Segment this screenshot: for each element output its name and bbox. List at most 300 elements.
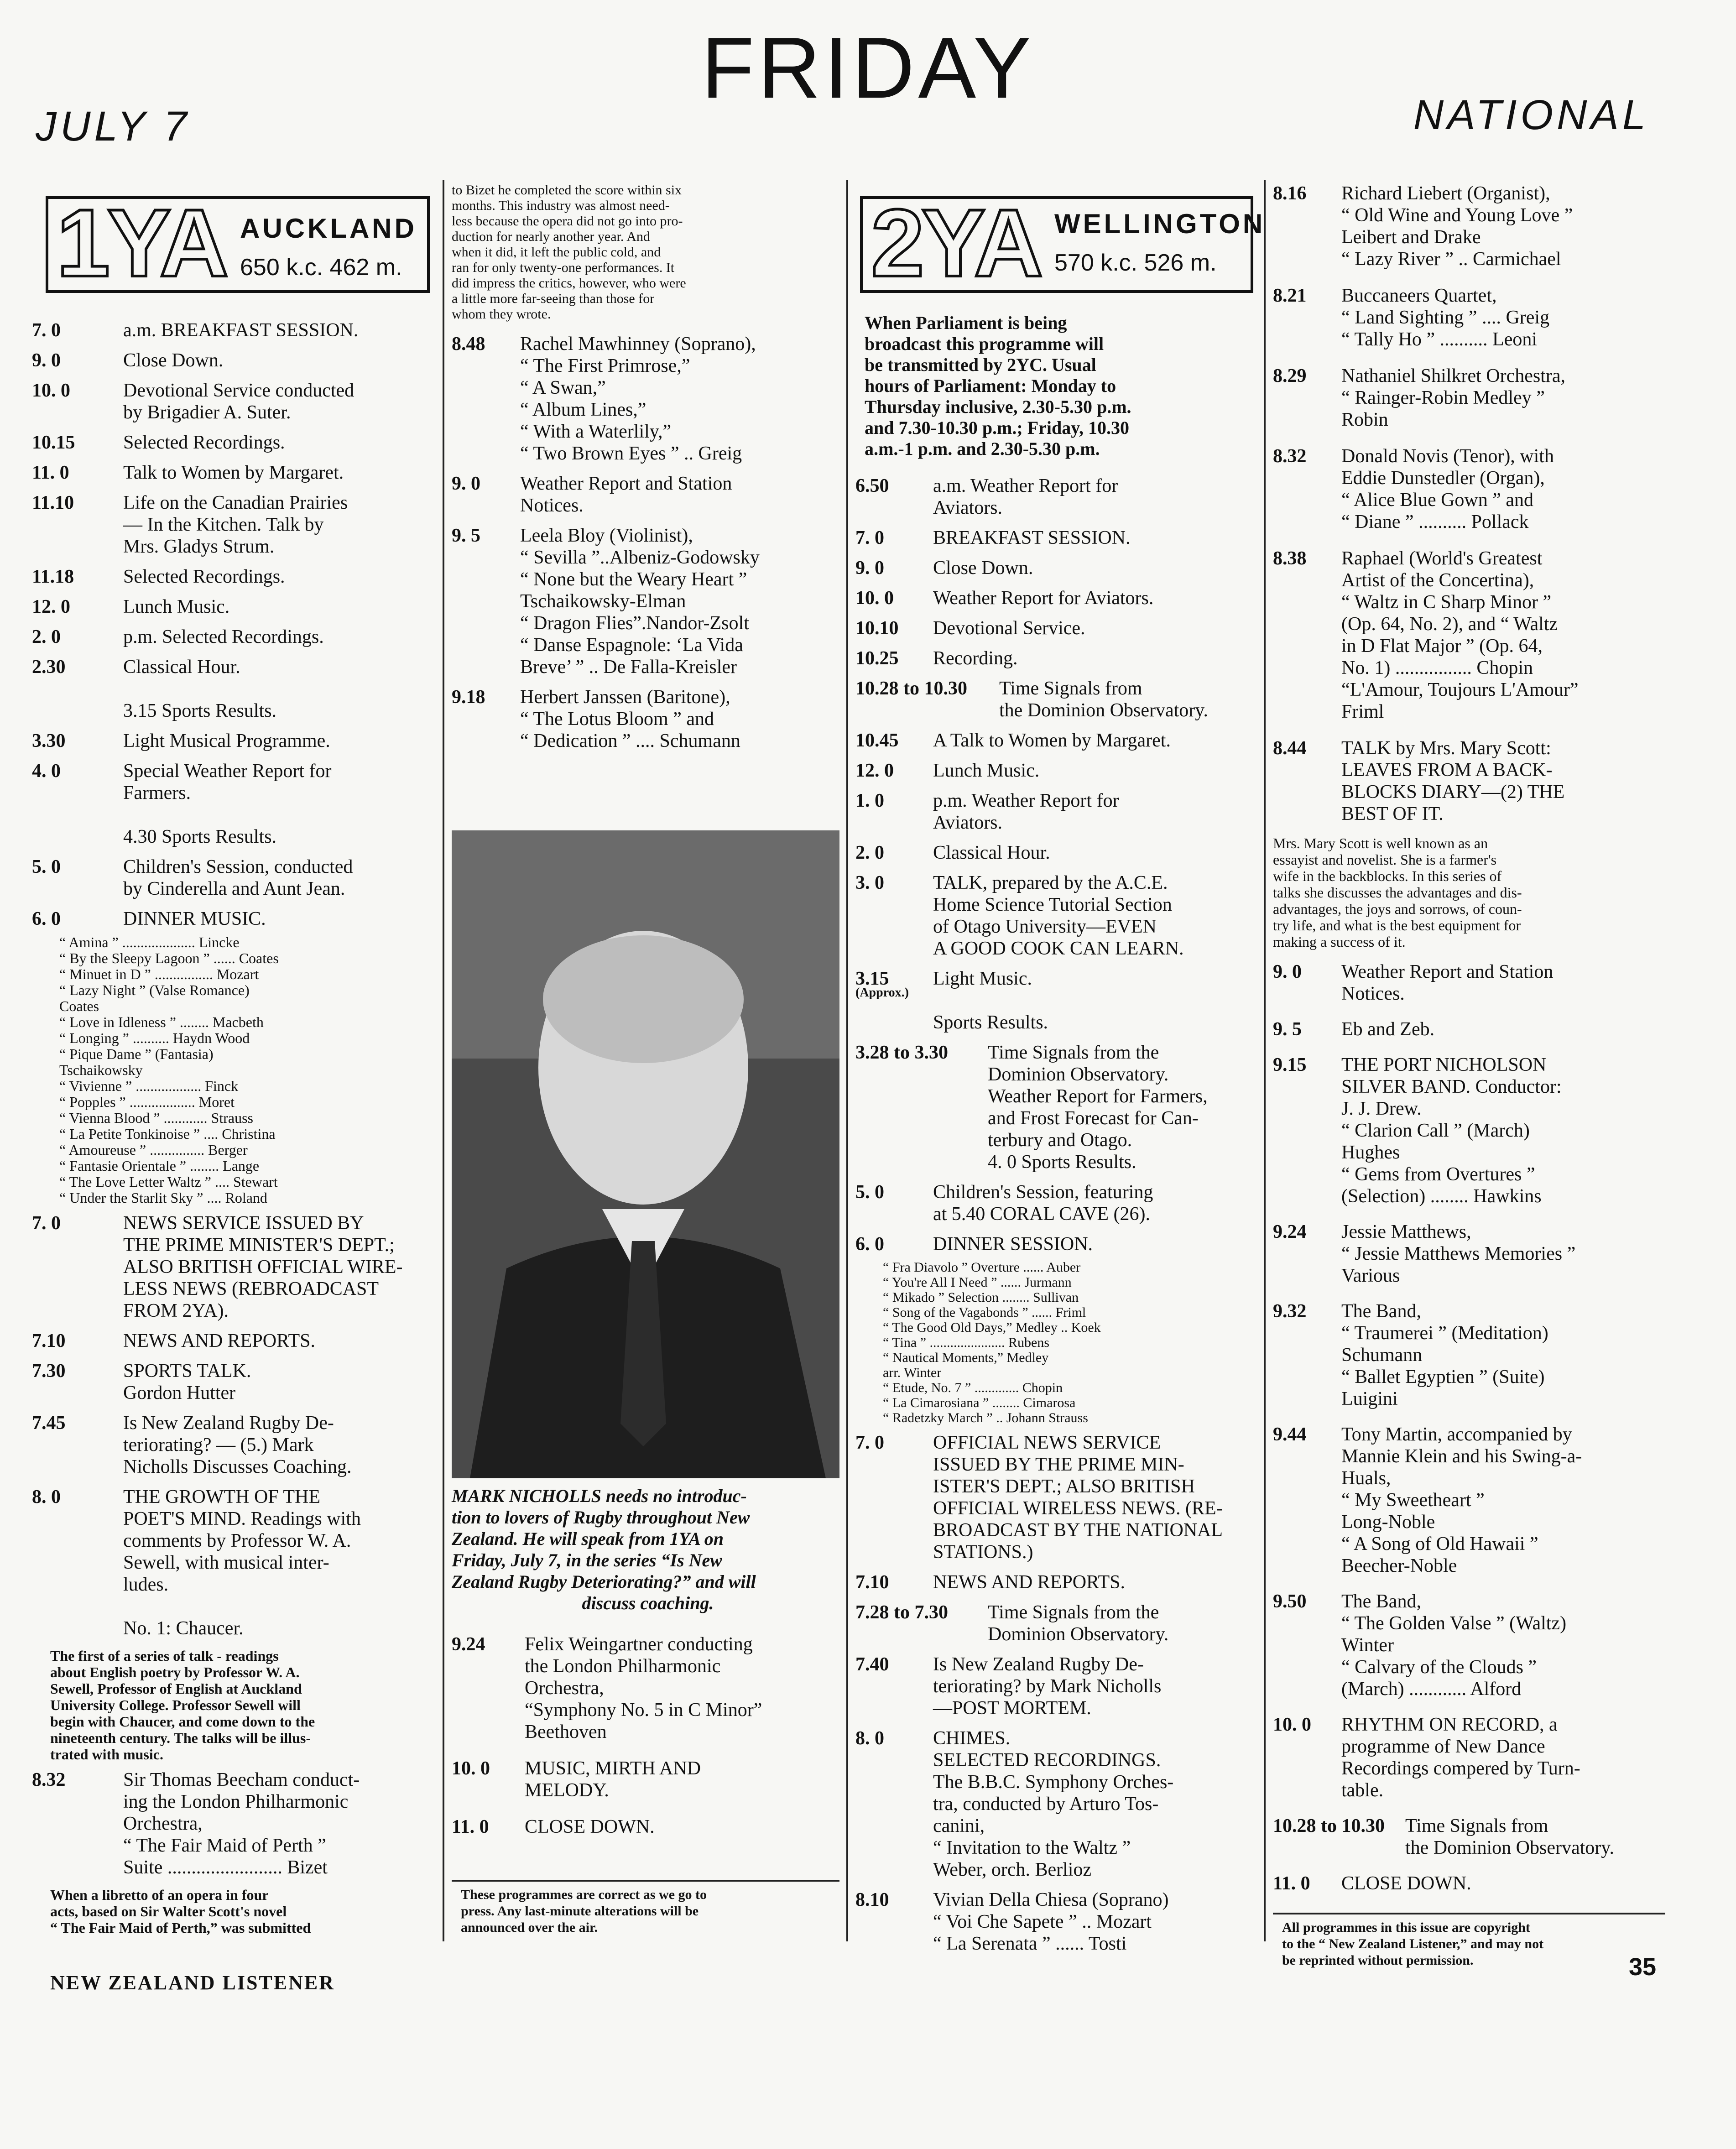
programme-line: Gordon Hutter: [123, 1382, 236, 1403]
small-print-line: about English poetry by Professor W. A.: [50, 1664, 300, 1680]
programme-line: Hughes: [1341, 1142, 1400, 1163]
programme-line: “ Old Wine and Young Love ”: [1341, 205, 1573, 226]
small-print-line: Sewell, Professor of English at Auckland: [50, 1680, 302, 1697]
programme-description: [933, 760, 1039, 782]
programme-line: “ None but the Weary Heart ”: [520, 569, 747, 590]
programme-line: A Talk to Women by Margaret.: [933, 730, 1171, 751]
caption-line: MARK NICHOLLS needs no introduc-: [452, 1486, 747, 1506]
programme-description: [123, 349, 223, 371]
small-print-line: begin with Chaucer, and come down to the: [50, 1713, 315, 1730]
programme-line: DINNER MUSIC.: [123, 908, 266, 929]
programme-line: Weather Report and Station: [1341, 961, 1554, 982]
programme-description: [933, 1233, 1093, 1255]
programme-time: 7.45: [32, 1413, 66, 1434]
programme-time: 11. 0: [452, 1816, 489, 1837]
small-print-line: be reprinted without permission.: [1282, 1953, 1474, 1968]
programme-line: —POST MORTEM.: [933, 1698, 1091, 1719]
programme-description: [123, 626, 324, 648]
programme-time: 3. 0: [855, 872, 884, 893]
small-print-line: “ Etude, No. 7 ” ............. Chopin: [883, 1380, 1063, 1395]
programme-description: [123, 908, 266, 930]
small-print-line: less because the opera did not go into pro-: [452, 214, 683, 229]
programme-line: by Brigadier A. Suter.: [123, 402, 291, 423]
programme-description: [933, 475, 1118, 519]
programme-line: the London Philharmonic: [525, 1656, 721, 1677]
small-print-line: hours of Parliament: Monday to: [865, 376, 1116, 396]
programme-line: comments by Professor W. A.: [123, 1530, 351, 1551]
small-print-line: “ Love in Idleness ” ........ Macbeth: [59, 1014, 264, 1030]
programme-line: BROADCAST BY THE NATIONAL: [933, 1520, 1223, 1541]
programme-line: SPORTS TALK.: [123, 1361, 251, 1382]
programme-description: [123, 760, 332, 848]
programme-line: programme of New Dance: [1341, 1736, 1545, 1757]
programme-line: “ Danse Espagnole: ‘La Vida: [520, 635, 743, 656]
programme-time: 8.44: [1273, 738, 1307, 759]
programme-time: 7. 0: [32, 1213, 61, 1234]
programme-description: [123, 1360, 251, 1404]
small-print-line: months. This industry was almost need-: [452, 198, 670, 213]
programme-time: 9.32: [1273, 1301, 1307, 1322]
small-print-line: “ Fra Diavolo ” Overture ...... Auber: [883, 1260, 1081, 1275]
footnote: [461, 1887, 707, 1936]
programme-line: Selected Recordings.: [123, 566, 285, 587]
small-print-line: arr. Winter: [883, 1365, 942, 1380]
programme-line: THE GROWTH OF THE: [123, 1487, 321, 1507]
programme-time: 9. 0: [452, 473, 480, 494]
programme-time: 11. 0: [1273, 1873, 1310, 1894]
programme-line: “ Album Lines,”: [520, 399, 646, 420]
programme-time: 9.24: [452, 1634, 485, 1655]
programme-line: Richard Liebert (Organist),: [1341, 183, 1550, 204]
programme-line: (Op. 64, No. 2), and “ Waltz: [1341, 614, 1558, 635]
programme-line: TALK, prepared by the A.C.E.: [933, 872, 1168, 893]
programme-line: Huals,: [1341, 1468, 1391, 1489]
programme-line: “Symphony No. 5 in C Minor”: [525, 1700, 762, 1721]
programme-time: 10.15: [32, 432, 75, 453]
programme-description: [1341, 1591, 1566, 1700]
programme-description: [520, 686, 740, 752]
small-print-block: [50, 1887, 311, 1936]
programme-line: Beecher-Noble: [1341, 1555, 1457, 1576]
small-print-line: when it did, it left the public cold, and: [452, 245, 661, 260]
programme-line: Robin: [1341, 409, 1388, 430]
programme-line: “ Tally Ho ” .......... Leoni: [1341, 329, 1538, 350]
programme-time: 8.32: [32, 1769, 66, 1790]
programme-line: “ With a Waterlily,”: [520, 421, 672, 442]
small-print-line: University College. Professor Sewell will: [50, 1697, 301, 1713]
programme-time: 7.10: [855, 1572, 889, 1593]
small-print-line: broadcast this programme will: [865, 334, 1104, 354]
programme-time: 2. 0: [32, 626, 61, 647]
programme-description: [1341, 183, 1573, 270]
programme-line: 4.30 Sports Results.: [123, 826, 277, 847]
footnote-line: announced over the air.: [461, 1920, 598, 1935]
programme-description: [933, 1653, 1161, 1719]
programme-line: Winter: [1341, 1635, 1394, 1656]
programme-description: [1341, 1054, 1562, 1207]
programme-description: [1341, 1424, 1582, 1577]
programme-time: 5. 0: [855, 1182, 884, 1203]
programme-line: FROM 2YA).: [123, 1300, 229, 1321]
footnote-line: press. Any last-minute alterations will be: [461, 1904, 699, 1919]
station-call-sign: 2YA: [871, 189, 1041, 297]
programme-time: 1. 0: [855, 790, 884, 811]
programme-description: [935, 678, 1208, 721]
programme-time: 5. 0: [32, 856, 61, 877]
programme-line: “ Clarion Call ” (March): [1341, 1120, 1530, 1141]
programme-time: 12. 0: [32, 596, 70, 617]
programme-line: “ Dragon Flies”.Nandor-Zsolt: [520, 613, 749, 634]
programme-line: “ Jessie Matthews Memories ”: [1341, 1243, 1576, 1264]
programme-line: [123, 678, 276, 700]
small-print-line: The first of a series of talk - readings: [50, 1648, 279, 1664]
programme-time: 3.15: [855, 968, 889, 989]
programme-line: Felix Weingartner conducting: [525, 1634, 753, 1655]
programme-line: “ Dedication ” .... Schumann: [520, 730, 740, 751]
programme-line: MUSIC, MIRTH AND: [525, 1758, 701, 1779]
programme-line: ALSO BRITISH OFFICIAL WIRE-: [123, 1257, 403, 1278]
programme-time: 9. 0: [32, 350, 61, 371]
programme-line: “ La Serenata ” ...... Tosti: [933, 1933, 1127, 1954]
programme-time: 8. 0: [32, 1487, 61, 1507]
programme-line: OFFICIAL NEWS SERVICE: [933, 1432, 1161, 1453]
small-print-line: a.m.-1 p.m. and 2.30-5.30 p.m.: [865, 438, 1100, 459]
small-print-line: making a success of it.: [1273, 934, 1406, 950]
small-print-line: “ By the Sleepy Lagoon ” ...... Coates: [59, 950, 279, 966]
programme-line: STATIONS.): [933, 1542, 1033, 1563]
programme-time: 7.30: [32, 1361, 66, 1382]
programme-line: and Frost Forecast for Can-: [988, 1108, 1199, 1129]
programme-time: 9.50: [1273, 1591, 1307, 1612]
small-print-line: essayist and novelist. She is a farmer's: [1273, 851, 1497, 868]
programme-line: in D Flat Major ” (Op. 64,: [1341, 636, 1543, 657]
small-print-line: “ Tina ” ...................... Rubens: [883, 1335, 1050, 1350]
programme-time: 8.48: [452, 334, 485, 355]
small-print-line: did impress the critics, however, who were: [452, 276, 686, 291]
programme-line: Orchestra,: [525, 1678, 604, 1699]
programme-line: of Otago University—EVEN: [933, 916, 1157, 937]
programme-line: “ A Swan,”: [520, 377, 606, 398]
programme-time: 8.29: [1273, 365, 1307, 386]
programme-line: No. 1) ................ Chopin: [1341, 657, 1533, 678]
programme-time: 10.10: [855, 618, 899, 639]
programme-description: [123, 1769, 360, 1878]
programme-line: 3.15 Sports Results.: [123, 700, 277, 721]
programme-description: [933, 557, 1033, 579]
programme-line: MELODY.: [525, 1780, 609, 1801]
programme-line: “ Traumerei ” (Meditation): [1341, 1323, 1548, 1344]
programme-description: [123, 1330, 315, 1352]
programme-time: 10.25: [855, 648, 899, 669]
programme-description: [1341, 961, 1553, 1005]
small-print-line: be transmitted by 2YC. Usual: [865, 355, 1096, 375]
programme-time: 3.30: [32, 730, 66, 751]
small-print-line: Thursday inclusive, 2.30-5.30 p.m.: [865, 396, 1131, 417]
column-divider: [846, 180, 848, 1941]
programme-description: [1341, 1714, 1580, 1801]
programme-line: “ Calvary of the Clouds ”: [1341, 1657, 1537, 1678]
footnote-rule: [452, 1880, 839, 1882]
programme-line: Beethoven: [525, 1721, 607, 1742]
programme-line: Sports Results.: [933, 1012, 1048, 1033]
programme-description: [123, 492, 348, 558]
programme-line: Lunch Music.: [933, 760, 1040, 781]
programme-line: ing the London Philharmonic: [123, 1791, 349, 1812]
programme-description: [123, 656, 276, 722]
small-print-block: [452, 183, 686, 322]
small-print-line: “ La Cimarosiana ” ........ Cimarosa: [883, 1395, 1076, 1410]
programme-time: 8.38: [1273, 548, 1307, 569]
programme-description: [933, 1042, 1208, 1173]
programme-line: “ Lazy River ” .. Carmichael: [1341, 249, 1561, 270]
programme-line: The Band,: [1341, 1301, 1421, 1322]
programme-line: Long-Noble: [1341, 1512, 1435, 1533]
programme-description: [525, 1816, 655, 1838]
programme-description: [933, 968, 1048, 1033]
programme-line: CLOSE DOWN.: [1341, 1873, 1471, 1894]
publication-name: NEW ZEALAND LISTENER: [50, 1972, 335, 1994]
programme-line: Rachel Mawhinney (Soprano),: [520, 334, 756, 355]
programme-time: 8.10: [855, 1889, 889, 1910]
programme-line: The Band,: [1341, 1591, 1421, 1612]
programme-line: “ My Sweetheart ”: [1341, 1490, 1485, 1511]
small-print-line: “ Radetzky March ” .. Johann Strauss: [883, 1410, 1088, 1425]
programme-line: Raphael (World's Greatest: [1341, 548, 1543, 569]
small-print-line: Mrs. Mary Scott is well known as an: [1273, 835, 1488, 851]
programme-line: Time Signals from: [1405, 1815, 1548, 1836]
photo-caption: [452, 1485, 844, 1614]
programme-line: “ Diane ” .......... Pollack: [1341, 511, 1529, 532]
programme-line: Classical Hour.: [933, 842, 1050, 863]
programme-time: 2. 0: [855, 842, 884, 863]
programme-line: [123, 1596, 361, 1617]
programme-line: “ Sevilla ”..Albeniz-Godowsky: [520, 547, 760, 568]
programme-line: NEWS SERVICE ISSUED BY: [123, 1213, 364, 1234]
caption-line: discuss coaching.: [582, 1593, 714, 1613]
programme-line: [933, 990, 1048, 1012]
programme-line: Home Science Tutorial Section: [933, 894, 1172, 915]
programme-line: Classical Hour.: [123, 657, 240, 678]
programme-description: [933, 647, 1017, 669]
programme-line: Light Music.: [933, 968, 1032, 989]
caption-line: Zealand Rugby Deteriorating?” and will: [452, 1571, 756, 1592]
station-city: AUCKLAND: [240, 213, 417, 244]
programme-description: [1341, 737, 1564, 825]
programme-line: “ Rainger-Robin Medley ”: [1341, 387, 1545, 408]
small-print-line: “ Amina ” .................... Lincke: [59, 934, 240, 950]
programme-time: 6. 0: [855, 1234, 884, 1255]
programme-description: [933, 1601, 1168, 1645]
programme-line: Notices.: [1341, 983, 1405, 1004]
small-print-line: “ The Love Letter Waltz ” .... Stewart: [59, 1174, 278, 1190]
programme-line: CLOSE DOWN.: [525, 1816, 655, 1837]
small-print-line: “ The Fair Maid of Perth,” was submitted: [50, 1919, 311, 1936]
programme-line: BREAKFAST SESSION.: [933, 527, 1131, 548]
small-print-line: “ Song of the Vagabonds ” ...... Friml: [883, 1305, 1086, 1320]
programme-line: NEWS AND REPORTS.: [123, 1330, 316, 1351]
programme-description: [123, 856, 353, 900]
programme-time: 10. 0: [452, 1758, 490, 1779]
portrait-photo: [452, 830, 839, 1478]
programme-line: Herbert Janssen (Baritone),: [520, 687, 730, 708]
programme-line: A GOOD COOK CAN LEARN.: [933, 938, 1184, 959]
programme-line: Weber, orch. Berlioz: [933, 1859, 1092, 1880]
programme-line: table.: [1341, 1780, 1384, 1801]
network-label: NATIONAL: [1413, 92, 1649, 138]
programme-line: “ Alice Blue Gown ” and: [1341, 490, 1534, 511]
small-print-line: talks she discusses the advantages and dis-: [1273, 884, 1522, 901]
programme-line: (Selection) ........ Hawkins: [1341, 1186, 1542, 1207]
small-print-line: “ Longing ” .......... Haydn Wood: [59, 1030, 250, 1046]
small-print-line: “ Lazy Night ” (Valse Romance): [59, 982, 250, 998]
small-print-line: Tschaikowsky: [59, 1062, 143, 1078]
programme-line: Is New Zealand Rugby De-: [123, 1413, 334, 1434]
small-print-line: duction for nearly another year. And: [452, 229, 650, 244]
programme-line: Schumann: [1341, 1345, 1423, 1366]
small-print-line: wife in the backblocks. In this series of: [1273, 868, 1502, 884]
small-print-line: “ Mikado ” Selection ........ Sullivan: [883, 1290, 1079, 1305]
programme-line: OFFICIAL WIRELESS NEWS. (RE-: [933, 1498, 1223, 1519]
programme-time: 10.45: [855, 730, 899, 751]
small-print-line: “ Amoureuse ” ............... Berger: [59, 1142, 248, 1158]
programme-line: Donald Novis (Tenor), with: [1341, 446, 1554, 467]
small-print-line: “ Minuet in D ” ................ Mozart: [59, 966, 259, 982]
programme-description: [123, 432, 285, 454]
programme-description: [1341, 445, 1554, 533]
programme-time: 9. 0: [1273, 961, 1302, 982]
programme-time: 10. 0: [855, 588, 894, 609]
programme-line: Friml: [1341, 701, 1384, 722]
programme-line: Nicholls Discusses Coaching.: [123, 1456, 352, 1477]
programme-line: ludes.: [123, 1574, 169, 1595]
programme-time: 7.28 to 7.30: [855, 1602, 948, 1623]
programme-line: Breve’ ” .. De Falla-Kreisler: [520, 657, 737, 678]
small-print-line: to Bizet he completed the score within six: [452, 183, 682, 198]
programme-line: Tschaikowsky-Elman: [520, 591, 686, 612]
programme-line: p.m. Weather Report for: [933, 790, 1119, 811]
programme-time: 7. 0: [855, 527, 884, 548]
programme-line: LESS NEWS (REBROADCAST: [123, 1278, 379, 1299]
small-print-line: a little more far-seeing than those for: [452, 291, 655, 306]
programme-line: Aviators.: [933, 812, 1003, 833]
programme-line: No. 1: Chaucer.: [123, 1618, 244, 1639]
programme-line: “ Waltz in C Sharp Minor ”: [1341, 592, 1552, 613]
programme-line: teriorating? by Mark Nicholls: [933, 1676, 1162, 1697]
programme-line: Devotional Service conducted: [123, 380, 354, 401]
programme-time: 8. 0: [855, 1728, 884, 1749]
small-print-line: “ Fantasie Orientale ” ........ Lange: [59, 1158, 260, 1174]
programme-line: Life on the Canadian Prairies: [123, 492, 348, 513]
programme-description: [933, 842, 1050, 864]
programme-line: tra, conducted by Arturo Tos-: [933, 1794, 1159, 1815]
programme-line: Time Signals from: [999, 678, 1142, 699]
programme-description: [123, 462, 344, 484]
programme-line: teriorating? — (5.) Mark: [123, 1434, 314, 1455]
programme-time: 7.40: [855, 1654, 889, 1675]
programme-time: 12. 0: [855, 760, 894, 781]
station-call-sign: 1YA: [57, 189, 226, 297]
station-banner-2ya: [860, 189, 1266, 297]
programme-line: ISSUED BY THE PRIME MIN-: [933, 1454, 1184, 1475]
programme-line: SELECTED RECORDINGS.: [933, 1750, 1161, 1771]
programme-description: [123, 730, 330, 752]
programme-line: THE PRIME MINISTER'S DEPT.;: [123, 1235, 395, 1256]
programme-line: a.m. BREAKFAST SESSION.: [123, 320, 359, 341]
small-print-line: “ La Petite Tonkinoise ” .... Christina: [59, 1126, 276, 1142]
programme-time: 10.28 to 10.30: [855, 678, 967, 699]
programme-line: Orchestra,: [123, 1813, 203, 1834]
programme-line: The B.B.C. Symphony Orches-: [933, 1772, 1174, 1793]
programme-time: 6. 0: [32, 908, 61, 929]
programme-line: Leibert and Drake: [1341, 227, 1481, 248]
programme-description: [123, 1486, 361, 1639]
programme-description: [933, 1181, 1153, 1225]
programme-line: “ Invitation to the Waltz ”: [933, 1837, 1131, 1858]
programme-line: RHYTHM ON RECORD, a: [1341, 1714, 1558, 1735]
programme-line: LEAVES FROM A BACK-: [1341, 760, 1553, 781]
programme-line: the Dominion Observatory.: [1405, 1837, 1615, 1858]
programme-time: 4. 0: [32, 761, 61, 782]
page-number: 35: [1629, 1953, 1657, 1981]
station-city: WELLINGTON: [1054, 209, 1266, 239]
programme-line: Selected Recordings.: [123, 432, 285, 453]
small-print-line: When a libretto of an opera in four: [50, 1887, 269, 1903]
programme-description: [933, 1571, 1125, 1593]
programme-line: Tony Martin, accompanied by: [1341, 1424, 1572, 1445]
programme-description: [123, 596, 229, 618]
programme-line: Nathaniel Shilkret Orchestra,: [1341, 365, 1565, 386]
column-divider: [1264, 180, 1266, 1941]
approx-label: (Approx.): [855, 986, 909, 1000]
station-banner-1ya: [46, 189, 430, 297]
programme-line: (March) ............ Alford: [1341, 1679, 1522, 1700]
programme-line: Mannie Klein and his Swing-a-: [1341, 1446, 1582, 1467]
programme-description: [933, 872, 1184, 960]
small-print-line: Coates: [59, 998, 99, 1014]
small-print-block: [50, 1648, 315, 1763]
programme-time: 8.16: [1273, 183, 1307, 204]
programme-line: Luigini: [1341, 1388, 1398, 1409]
programme-description: [1341, 365, 1565, 431]
page-day-heading: FRIDAY: [701, 20, 1035, 116]
programme-line: “ The Lotus Bloom ” and: [520, 709, 714, 730]
programme-line: p.m. Selected Recordings.: [123, 626, 324, 647]
programme-line: CHIMES.: [933, 1728, 1011, 1749]
programme-line: TALK by Mrs. Mary Scott:: [1341, 738, 1551, 759]
programme-description: [933, 617, 1085, 639]
programme-line: Dominion Observatory.: [988, 1624, 1169, 1645]
programme-line: terbury and Otago.: [988, 1130, 1132, 1151]
programme-time: 7. 0: [855, 1432, 884, 1453]
programme-description: [933, 527, 1131, 549]
small-print-line: advantages, the joys and sorrows, of coun-: [1273, 901, 1522, 917]
programme-line: “ Two Brown Eyes ” .. Greig: [520, 443, 742, 464]
programme-description: [520, 525, 760, 678]
programme-line: Light Musical Programme.: [123, 730, 330, 751]
programme-description: [123, 380, 354, 423]
programme-line: Lunch Music.: [123, 596, 230, 617]
programme-line: Weather Report and Station: [520, 473, 732, 494]
programme-description: [933, 1432, 1223, 1563]
programme-time: 6.50: [855, 475, 889, 496]
programme-time: 9.44: [1273, 1424, 1307, 1445]
programme-time: 8.32: [1273, 446, 1307, 467]
programme-line: Leela Bloy (Violinist),: [520, 525, 693, 546]
programme-time: 11.18: [32, 566, 74, 587]
programme-time: 7. 0: [32, 320, 61, 341]
programme-time: 9. 5: [1273, 1019, 1302, 1040]
programme-line: Vivian Della Chiesa (Soprano): [933, 1889, 1169, 1910]
